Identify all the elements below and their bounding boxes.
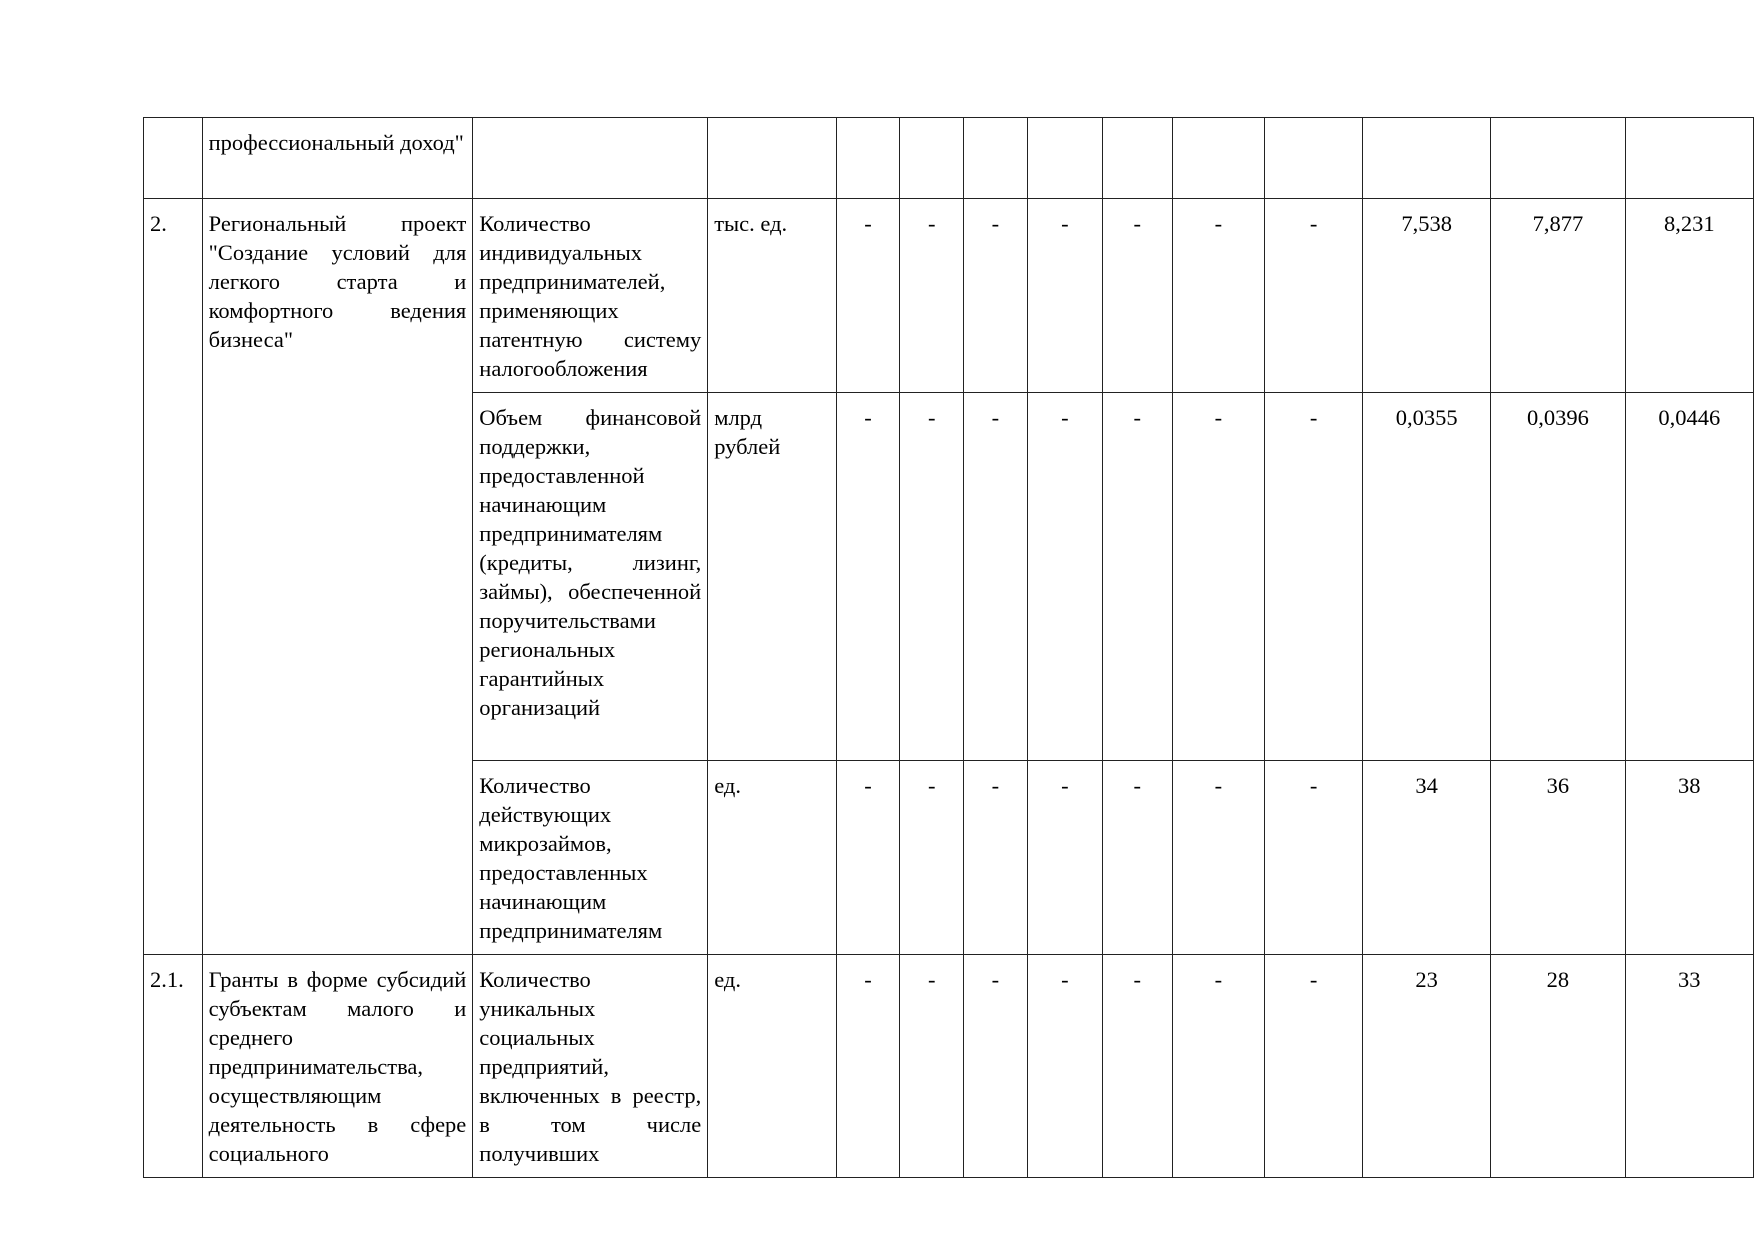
year-cell: -: [1103, 955, 1173, 1178]
unit: ед.: [708, 761, 836, 955]
year-cell: -: [836, 761, 900, 955]
value-cell: 8,231: [1625, 199, 1753, 393]
indicator-name: Количество действующих микрозаймов, предоставленных начинающим предпринимателям: [473, 761, 708, 955]
year-cell: -: [836, 199, 900, 393]
year-cell: -: [1265, 955, 1363, 1178]
year-cell: -: [1172, 955, 1265, 1178]
year-cell: -: [1172, 393, 1265, 761]
value-cell: 0,0446: [1625, 393, 1753, 761]
year-cell: -: [1265, 199, 1363, 393]
project-name: профессиональный доход": [202, 118, 473, 199]
year-cell: -: [964, 199, 1028, 393]
year-cell: -: [1027, 393, 1102, 761]
indicator-name: Объем финансовой поддержки, предоставленной начинающим предпринимателям (кредиты, лизинг, займы), обеспеченной поручительствами региональных гарантийных организаций: [473, 393, 708, 761]
year-cell: -: [1027, 955, 1102, 1178]
value-cell: 36: [1491, 761, 1625, 955]
value-cell: 0,0396: [1491, 393, 1625, 761]
year-cell: -: [1172, 199, 1265, 393]
value-cell: 7,877: [1491, 199, 1625, 393]
value-cell: [1625, 118, 1753, 199]
value-cell: 33: [1625, 955, 1753, 1178]
indicator-name: Количество индивидуальных предпринимателей, применяющих патентную систему налогообложения: [473, 199, 708, 393]
unit: [708, 118, 836, 199]
project-name: Региональный проект "Создание условий для легкого старта и комфортного ведения бизнеса": [202, 199, 473, 955]
indicator-name: [473, 118, 708, 199]
year-cell: -: [900, 199, 964, 393]
year-cell: -: [1103, 199, 1173, 393]
year-cell: -: [1027, 199, 1102, 393]
year-cell: -: [900, 393, 964, 761]
year-cell: -: [964, 393, 1028, 761]
year-cell: [1172, 118, 1265, 199]
unit: ед.: [708, 955, 836, 1178]
value-cell: 34: [1362, 761, 1490, 955]
year-cell: -: [1265, 761, 1363, 955]
table-row: [144, 118, 1754, 199]
year-cell: [1265, 118, 1363, 199]
unit: тыс. ед.: [708, 199, 836, 393]
value-cell: [1491, 118, 1625, 199]
year-cell: [900, 118, 964, 199]
year-cell: -: [900, 761, 964, 955]
value-cell: 38: [1625, 761, 1753, 955]
year-cell: -: [964, 761, 1028, 955]
project-name: Гранты в форме субсидий субъектам малого и среднего предпринимательства, осуществляющим деятельность в сфере социального: [202, 955, 473, 1178]
year-cell: [1103, 118, 1173, 199]
indicator-name: Количество уникальных социальных предприятий, включенных в реестр, в том числе получивших: [473, 955, 708, 1178]
year-cell: -: [836, 393, 900, 761]
unit: млрд рублей: [708, 393, 836, 761]
year-cell: -: [1103, 761, 1173, 955]
year-cell: [1027, 118, 1102, 199]
year-cell: -: [964, 955, 1028, 1178]
row-number: 2.: [144, 199, 203, 955]
year-cell: -: [1103, 393, 1173, 761]
row-number: 2.1.: [144, 955, 203, 1178]
indicators-table: [143, 117, 1754, 1178]
year-cell: -: [1265, 393, 1363, 761]
value-cell: 0,0355: [1362, 393, 1490, 761]
table-row: [144, 199, 1754, 393]
row-number: [144, 118, 203, 199]
year-cell: -: [836, 955, 900, 1178]
year-cell: -: [1027, 761, 1102, 955]
value-cell: 23: [1362, 955, 1490, 1178]
value-cell: 28: [1491, 955, 1625, 1178]
table-row: [144, 955, 1754, 1178]
value-cell: 7,538: [1362, 199, 1490, 393]
year-cell: -: [900, 955, 964, 1178]
year-cell: -: [1172, 761, 1265, 955]
value-cell: [1362, 118, 1490, 199]
year-cell: [964, 118, 1028, 199]
year-cell: [836, 118, 900, 199]
